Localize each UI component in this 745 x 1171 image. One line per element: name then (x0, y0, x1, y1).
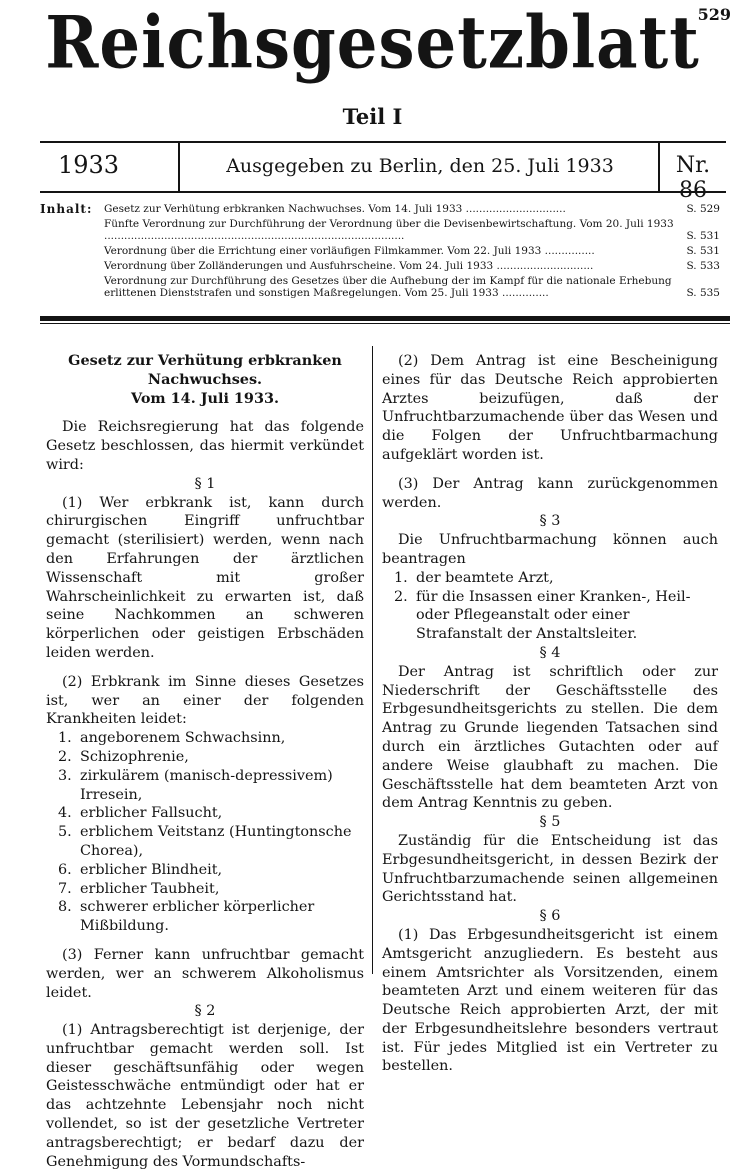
law-date: Vom 14. Juli 1933. (130, 389, 279, 407)
issue-year: 1933 (58, 151, 120, 179)
paragraph: Der Antrag ist schriftlich oder zur Niederschrift der Geschäftsstelle des Erbgesundheitsgerichts zu stellen. Die dem Antrag zu Grunde liegenden Tatsachen sind durch ein ärztliches Gutachten oder auf andere Weise glaubhaft zu machen. Die Geschäftsstelle hat dem beamteten Arzt von dem Antrag Kenntnis zu geben. (382, 663, 718, 812)
toc-entry-page: S. 529 (686, 203, 720, 215)
list-item: 2. für die Insassen einer Kranken-, Heil- oder Pflegeanstalt oder einer Strafanstalt der Anstaltsleiter. (394, 588, 691, 643)
toc-entry-page: S. 531 (686, 230, 720, 242)
page-number: 529 (697, 5, 731, 24)
list-item: 1. angeborenem Schwachsinn, (58, 730, 286, 747)
section-heading: § 6 (539, 908, 561, 925)
list-item: 3. zirkulärem (manisch-depressivem) Irresein, (58, 767, 333, 803)
issue-date: Ausgegeben zu Berlin, den 25. Juli 1933 (226, 155, 614, 177)
toc-entry-page: S. 531 (686, 245, 720, 257)
toc-entry-page: S. 533 (686, 260, 720, 272)
section-heading: § 2 (194, 1003, 216, 1020)
toc-entry-text: Gesetz zur Verhütung erbkranken Nachwuchses. Vom 14. Juli 1933 .............................. (104, 203, 566, 215)
section-heading: § 4 (539, 644, 561, 661)
toc-entry-text: Verordnung über Zolländerungen und Ausfuhrscheine. Vom 24. Juli 1933 ............................. (104, 260, 594, 272)
paragraph: (2) Erbkrank im Sinne dieses Gesetzes ist, wer an einer der folgenden Krankheiten leidet: (46, 673, 364, 728)
paragraph: (3) Ferner kann unfruchtbar gemacht werden, wer an schwerem Alkoholismus leidet. (46, 946, 364, 1001)
paragraph: (1) Wer erbkrank ist, kann durch chirurgischen Eingriff unfruchtbar gemacht (sterilisiert) werden, wenn nach den Erfahrungen der ärztlichen Wissenschaft mit großer Wahrscheinlichkeit zu erwarten ist, daß seine Nachkommen an schweren körperlichen oder geistigen Erbschäden leiden werden. (46, 494, 364, 661)
right-column (382, 352, 718, 1076)
preamble: Die Reichsregierung hat das folgende Gesetz beschlossen, das hiermit verkündet wird: (46, 419, 364, 473)
section-heading: § 5 (539, 814, 561, 831)
heavy-divider (40, 316, 730, 321)
toc-entry-page: S. 535 (686, 287, 720, 299)
toc-entry (104, 203, 720, 215)
contents-label: Inhalt: (40, 202, 93, 216)
list-item: 7. erblicher Taubheit, (58, 880, 220, 897)
toc-entry-text: Fünfte Verordnung zur Durchführung der Verordnung über die Devisenbewirtschaftung. Vom 20. Juli 1933 .......................................................................................... (104, 218, 674, 242)
paragraph: Die Unfruchtbarmachung können auch beantragen (382, 532, 718, 567)
section-heading: § 3 (539, 513, 561, 530)
applicant-list (382, 569, 718, 644)
law-title: Gesetz zur Verhütung erbkranken Nachwuchses. (68, 352, 342, 388)
part-label: Teil I (342, 104, 403, 129)
paragraph: Zuständig für die Entscheidung ist das Erbgesundheitsgericht, in dessen Bezirk der Unfruchtbarzumachende seinen allgemeinen Gerichtsstand hat. (382, 832, 718, 906)
list-item: 5. erblichem Veitstanz (Huntingtonsche Chorea), (58, 824, 352, 859)
toc-entry (104, 218, 720, 242)
paragraph: (3) Der Antrag kann zurückgenommen werden. (382, 475, 718, 511)
list-item: 4. erblicher Fallsucht, (58, 805, 223, 822)
toc-entry (104, 260, 720, 272)
paragraph: (2) Dem Antrag ist eine Bescheinigung eines für das Deutsche Reich approbierten Arztes beizufügen, daß der Unfruchtbarzumachende über das Wesen und die Folgen der Unfruchtbarmachung aufgeklärt worden ist. (382, 353, 718, 463)
section-heading: § 1 (194, 475, 216, 492)
left-column (46, 352, 364, 1171)
issue-number: Nr. 86 (675, 153, 711, 203)
paragraph: (1) Das Erbgesundheitsgericht ist einem Amtsgericht anzugliedern. Es besteht aus einem Amtsrichter als Vorsitzenden, einem beamteten Arzt und einem weiteren für das Deutsche Reich approbierten Arzt, der mit der Erbgesundheitslehre besonders vertraut ist. Für jedes Mitglied ist ein Vertreter zu bestellen. (382, 926, 718, 1075)
toc-entry (104, 275, 720, 299)
list-item: 6. erblicher Blindheit, (58, 861, 223, 878)
toc-entry (104, 245, 720, 257)
column-divider (372, 346, 373, 974)
toc-entry-text: Verordnung zur Durchführung des Gesetzes über die Aufhebung der im Kampf für die nationale Erhebung erlittenen Dienststrafen und sonstigen Maßregelungen. Vom 25. Juli 1933 .............. (104, 275, 672, 299)
issue-box (40, 141, 726, 203)
gazette-title: Reichsgesetzblatt (45, 1, 700, 86)
paragraph: (1) Antragsberechtigt ist derjenige, der unfruchtbar gemacht werden soll. Ist dieser geschäftsunfähig oder wegen Geistesschwäche entmündigt oder hat er das achtzehnte Lebensjahr noch nicht vollendet, so ist der gesetzliche Vertreter antragsberechtigt; er bedarf dazu der Genehmigung des Vormundschafts- (46, 1022, 364, 1170)
list-item: 1. der beamtete Arzt, (394, 569, 554, 586)
list-item: 2. Schizophrenie, (58, 748, 189, 765)
disease-list (46, 729, 364, 936)
thin-divider (40, 323, 730, 324)
toc-entry-text: Verordnung über die Errichtung einer vorläufigen Filmkammer. Vom 22. Juli 1933 ............... (104, 245, 595, 257)
list-item: 8. schwerer erblicher körperlicher Mißbildung. (58, 899, 315, 935)
